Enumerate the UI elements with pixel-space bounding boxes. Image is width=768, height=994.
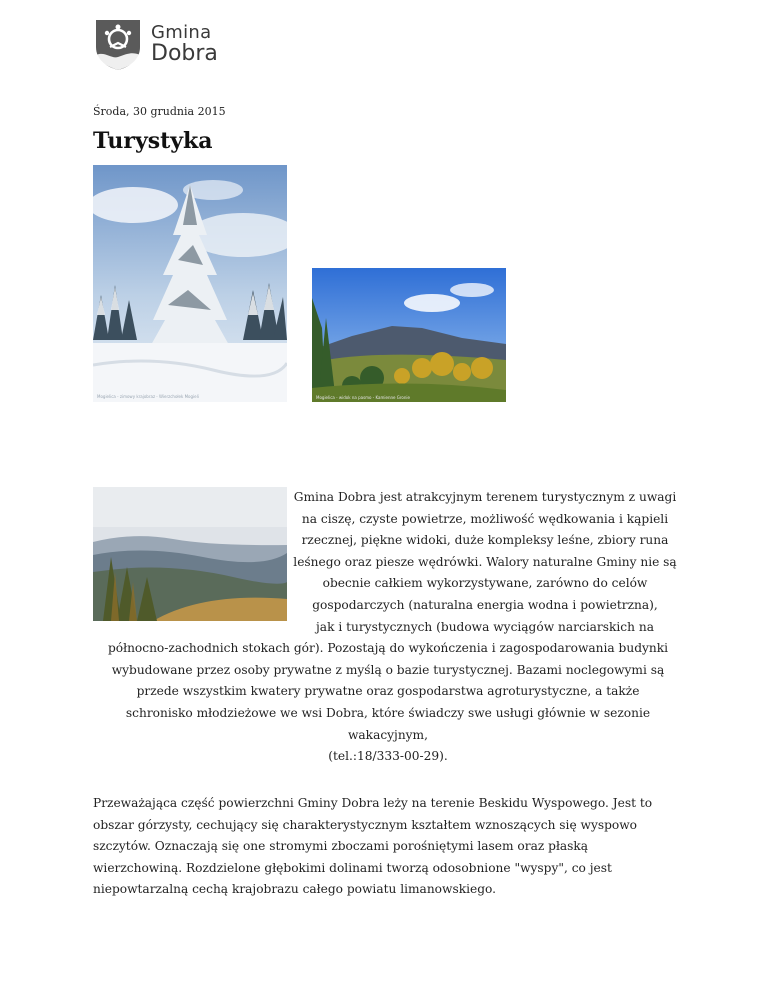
site-logo[interactable] [93, 17, 218, 71]
text-line: rzecznej, piękne widoki, duże kompleksy leśne, zbiory runa [301, 533, 669, 548]
text-line: wierzchowiną. Rozdzielone głębokimi dolinami tworzą odosobnione "wyspy", co jest [93, 860, 612, 875]
photo-winter-spruce [93, 165, 287, 402]
page-title: Turystyka [93, 128, 213, 154]
text-line: jak i turystycznych (budowa wyciągów narciarskich na [316, 619, 654, 634]
text-line: obecnie całkiem wykorzystywane, zarówno do celów [322, 576, 648, 591]
text-line: Przeważająca część powierzchni Gminy Dobra leży na terenie Beskidu Wyspowego. Jest to [93, 796, 653, 810]
text-line: na ciszę, czyste powietrze, możliwość wędkowania i kąpieli [301, 511, 669, 526]
photo-caption-mountain: Mogielica - widok na pasmo - Kamienne Gronie [316, 395, 410, 400]
post-date: Środa, 30 grudnia 2015 [93, 105, 226, 118]
geography-paragraph [93, 793, 683, 901]
logo-line-dobra: Dobra [151, 40, 218, 66]
text-line: obszar górzysty, cechujący się charakterystycznym kształtem wznoszących się wyspowo [93, 817, 638, 832]
text-line: szczytów. Oznaczają się one stromymi zboczami porośniętymi lasem oraz płaską [93, 839, 589, 854]
text-line: wakacyjnym, [347, 727, 428, 742]
text-line: wybudowane przez osoby prywatne z myślą o bazie turystycznej. Bazami noclegowymi są [111, 662, 665, 677]
text-line-phone: (tel.:18/333-00-29). [328, 749, 448, 764]
text-line: schronisko młodzieżowe we wsi Dobra, które świadczy swe usługi głównie w sezonie [125, 705, 651, 720]
photo-autumn-mountain [312, 268, 506, 402]
text-line: Gmina Dobra jest atrakcyjnym terenem turystycznym z uwagi [293, 490, 677, 504]
logo-line-gmina: Gmina [151, 21, 212, 43]
coat-of-arms-icon [93, 17, 143, 71]
intro-paragraph [93, 487, 683, 768]
photo-caption-winter: Mogielica - zimowy krajobraz - Wierzchołek Mogieli [97, 394, 199, 399]
text-line: przede wszystkim kwatery prywatne oraz gospodarstwa agroturystyczne, a także [136, 684, 640, 699]
text-line: gospodarczych (naturalna energia wodna i powietrzna), [312, 597, 658, 612]
text-line: północno-zachodnich stokach gór). Pozostają do wykończenia i zagospodarowania budynki [107, 641, 669, 656]
text-line: leśnego oraz piesze wędrówki. Walory naturalne Gminy nie są [293, 554, 677, 569]
text-line: niepowtarzalną cechą krajobrazu całego powiatu limanowskiego. [93, 882, 496, 897]
